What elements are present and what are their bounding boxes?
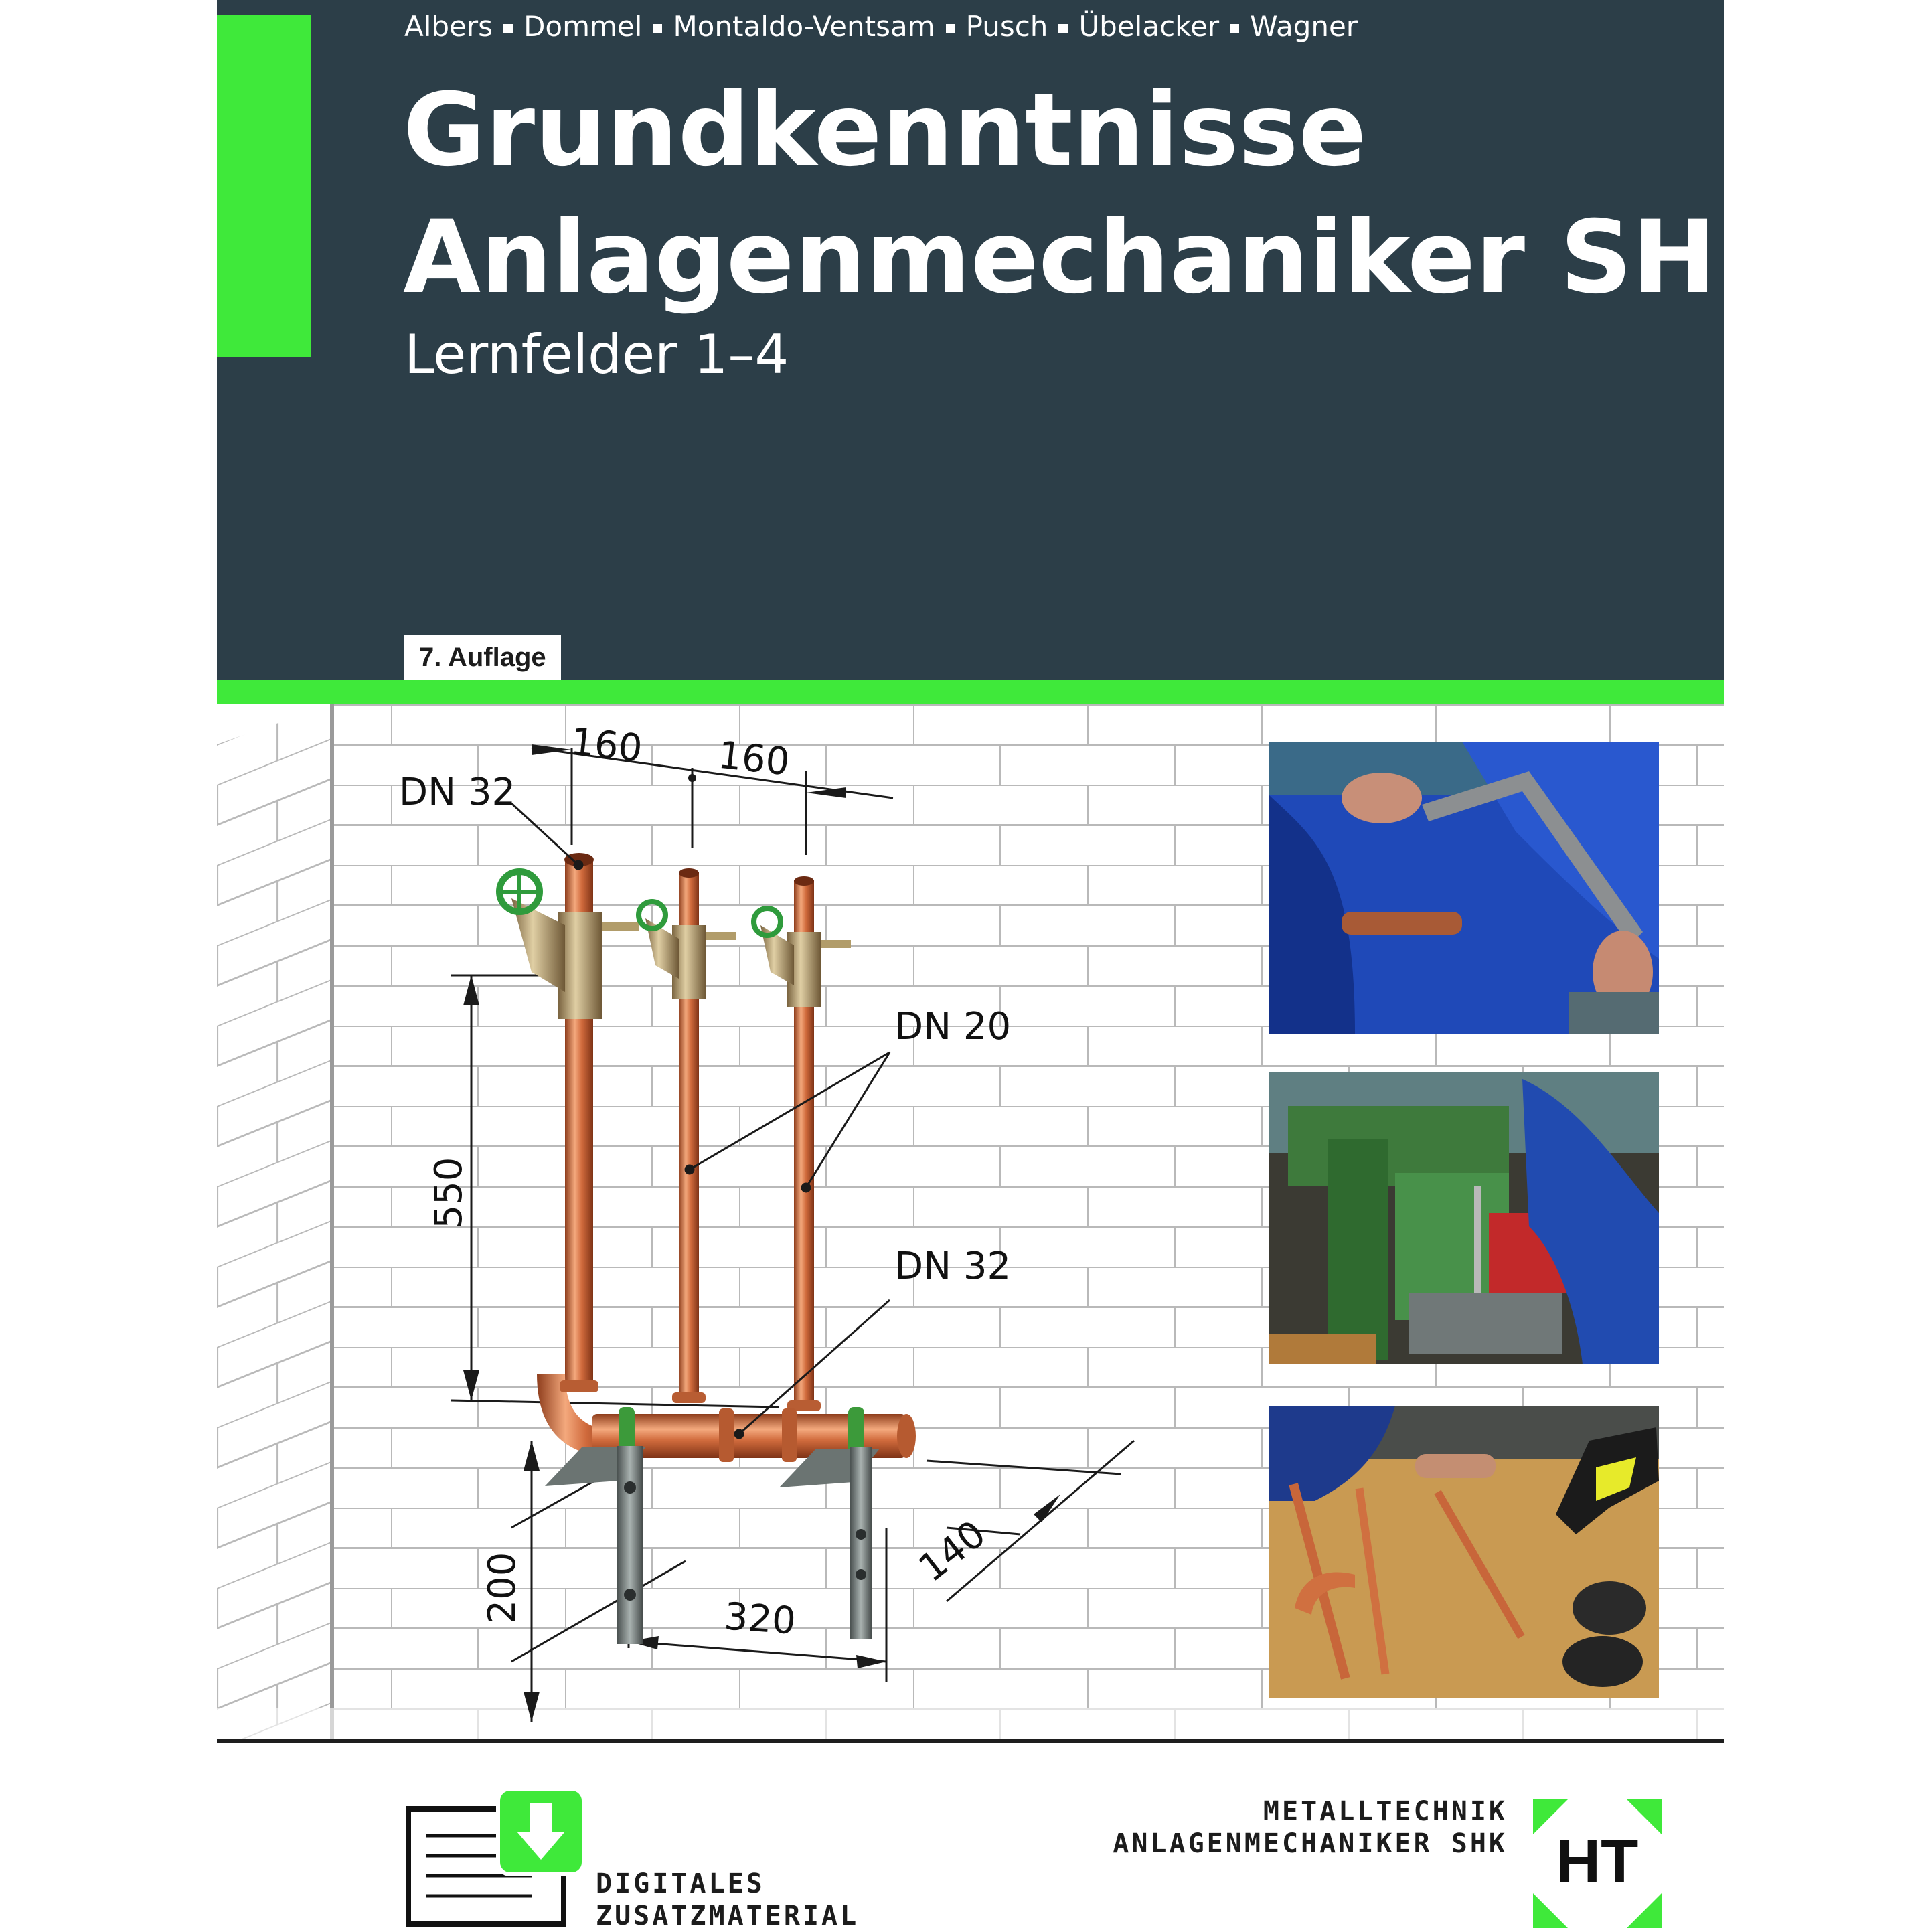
dimension-top-right: 160 [716, 733, 792, 785]
dimension-bracket-spacing: 320 [722, 1595, 797, 1643]
publisher-logo [1533, 1799, 1662, 1928]
dimension-height: 550 [427, 1157, 471, 1229]
green-accent-tab [217, 15, 311, 357]
author-name: Übelacker [1078, 10, 1220, 43]
title-line-1: Grundkenntnisse [403, 72, 1367, 189]
publisher-logo-text: HT [1556, 1828, 1639, 1896]
dimension-bracket-height: 200 [481, 1552, 524, 1624]
author-name: Dommel [524, 10, 643, 43]
author-name: Albers [404, 10, 493, 43]
author-list [404, 7, 1358, 47]
separator-square [653, 24, 662, 33]
separator-square [1230, 24, 1239, 33]
photo-drill-press [1269, 1072, 1659, 1364]
label-dn32-bottom: DN 32 [894, 1244, 1012, 1288]
book-title [403, 67, 1794, 321]
series-label [1113, 1795, 1508, 1860]
photo-hacksaw [1269, 742, 1659, 1034]
author-name: Pusch [965, 10, 1048, 43]
author-name: Wagner [1250, 10, 1358, 43]
digital-material-label [596, 1868, 859, 1932]
book-subtitle: Lernfelder 1–4 [404, 323, 789, 386]
dimension-top-left: 160 [568, 720, 645, 771]
bottom-rule [217, 1739, 1724, 1743]
title-line-2: Anlagenmechaniker SHK [403, 199, 1795, 316]
photo-press-tools [1269, 1406, 1659, 1698]
digital-material-line-2: ZUSATZMATERIAL [596, 1901, 860, 1931]
author-name: Montaldo-Ventsam [673, 10, 935, 43]
label-dn32-top: DN 32 [399, 771, 516, 814]
series-line-1: METALLTECHNIK [1263, 1796, 1508, 1827]
green-divider-bar [217, 680, 1724, 704]
label-dn20: DN 20 [894, 1005, 1012, 1048]
series-line-2: ANLAGENMECHANIKER SHK [1113, 1828, 1508, 1859]
cover-header [217, 0, 1795, 680]
separator-square [946, 24, 955, 33]
brick-wall-left [217, 704, 332, 1739]
separator-square [503, 24, 513, 33]
cover-illustration [217, 704, 1724, 1739]
edition-badge: 7. Auflage [404, 635, 561, 680]
separator-square [1058, 24, 1068, 33]
digital-material-line-1: DIGITALES [596, 1868, 765, 1899]
dimension-wall-distance: 140 [910, 1512, 994, 1591]
download-document-icon [404, 1789, 586, 1929]
book-cover [217, 0, 1795, 1931]
